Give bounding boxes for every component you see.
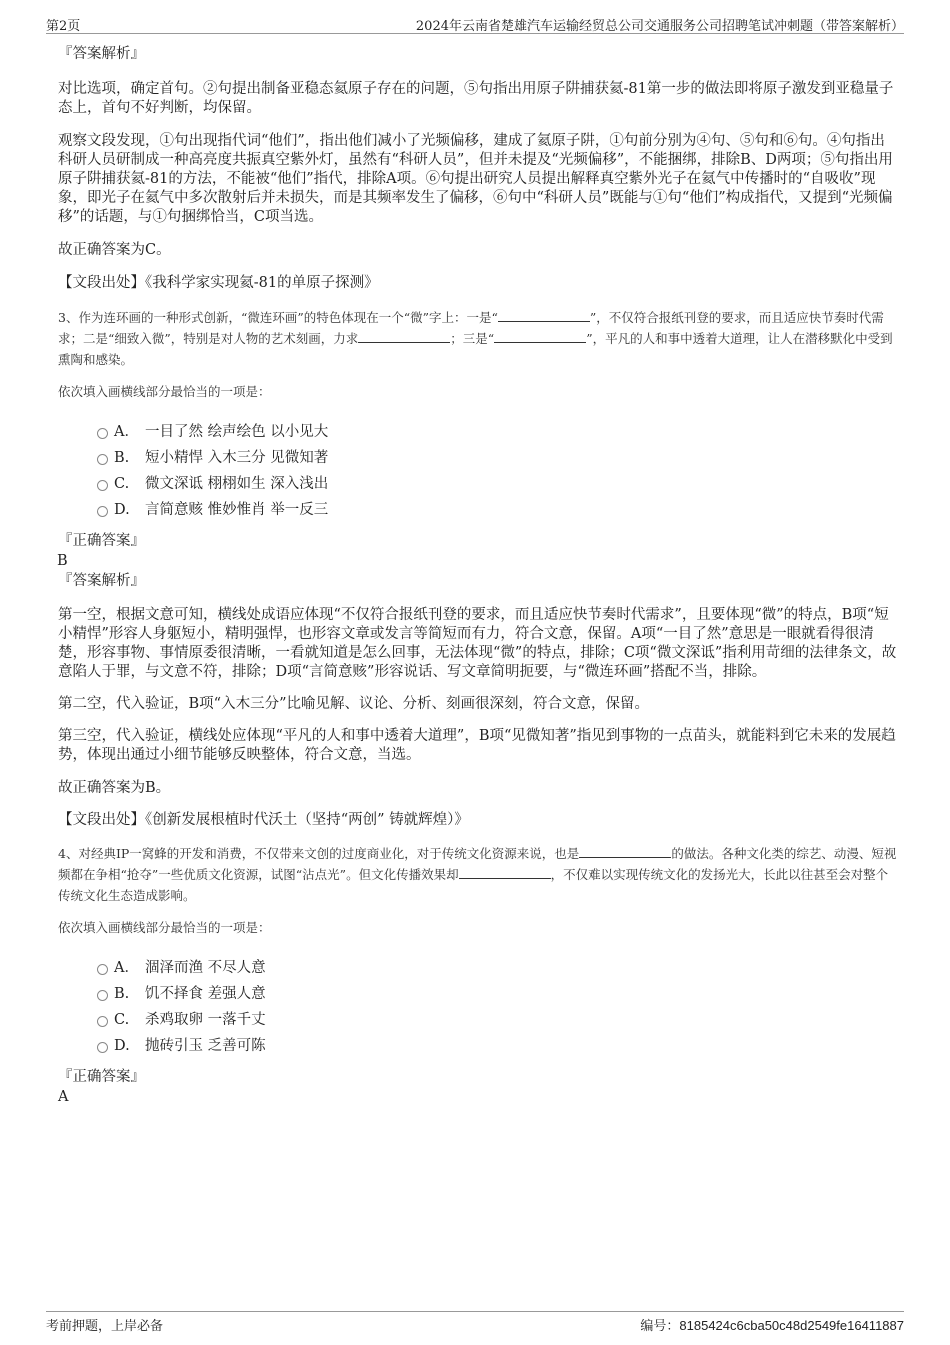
blank-line [459,866,551,879]
q2-source: 【文段出处】《我科学家实现氦-81的单原子探测》 [58,275,379,291]
option-letter: B. [114,986,130,1002]
blank-line [358,330,450,343]
q3-source: 【文段出处】《创新发展根植时代沃土（坚持“两创” 铸就辉煌）》 [58,812,469,828]
q3-stem-part: ”，不仅符合报纸刊登的要求，而且适应快节奏时代需求；二是“细致入微”，特别是对人物的艺术刻画，力求 [58,310,884,346]
option-letter: B. [114,450,130,466]
q4-stem [58,843,898,906]
page-number: 第2页 [46,19,81,34]
option-letter: D. [114,1038,130,1054]
footer-slogan: 考前押题，上岸必备 [46,1319,164,1334]
q4-option-d[interactable] [58,1033,898,1059]
page-header [46,13,904,34]
q3-option-a[interactable] [58,419,898,445]
option-text: 涸泽而渔 不尽人意 [145,960,266,976]
q3-analysis-label: 『答案解析』 [58,573,145,589]
option-text: 抛砖引玉 乏善可陈 [145,1038,266,1054]
q4-option-b[interactable] [58,981,898,1007]
q3-analysis-p2: 第二空，代入验证，B项“入木三分”比喻见解、议论、分析、刻画很深刻，符合文意，保留。 [58,696,649,712]
q4-stem-part: ，不仅难以实现传统文化的发扬光大，长此以往甚至会对整个传统文化生态造成影响。 [58,867,889,903]
q3-option-d[interactable] [58,497,898,523]
q4-option-a[interactable] [58,955,898,981]
q4-option-c[interactable] [58,1007,898,1033]
q4-correct-label: 『正确答案』 [58,1069,145,1085]
q3-stem-part: ”，平凡的人和事中透着大道理，让人在潜移默化中受到熏陶和感染。 [58,331,893,367]
document-id: 编号：8185424c6cba50c48d2549fe16411887 [640,1318,904,1333]
q3-options [58,419,898,523]
q2-analysis-label: 『答案解析』 [58,46,145,62]
q4-options [58,955,898,1059]
radio-button-icon[interactable] [97,1042,108,1053]
page-footer [46,1311,904,1336]
q3-correct-answer: B [57,553,68,569]
q3-analysis-p3: 第三空，代入验证，横线处应体现“平凡的人和事中透着大道理”，B项“见微知著”指见到事物的一点苗头，就能料到它未来的发展趋势，体现出通过小细节能够反映整体，符合文意，当选。 [58,728,896,763]
option-letter: D. [114,502,130,518]
document-title: 2024年云南省楚雄汽车运输经贸总公司交通服务公司招聘笔试冲刺题（带答案解析） [415,19,904,34]
blank-line [494,330,586,343]
option-letter: C. [114,476,130,492]
option-text: 一目了然 绘声绘色 以小见大 [145,424,329,440]
option-text: 杀鸡取卵 一落千丈 [145,1012,266,1028]
q4-stem-part: 4、对经典IP一窝蜂的开发和消费，不仅带来文创的过度商业化，对于传统文化资源来说，也是 [58,846,580,861]
option-text: 微文深诋 栩栩如生 深入浅出 [145,476,329,492]
q3-analysis-p4: 故正确答案为B。 [58,780,171,796]
radio-button-icon[interactable] [97,454,108,465]
radio-button-icon[interactable] [97,428,108,439]
option-text: 短小精悍 入木三分 见微知著 [145,450,329,466]
q2-analysis-p1: 对比选项，确定首句。②句提出制备亚稳态氦原子存在的问题，⑤句指出用原子阱捕获氦-81第一步的做法即将原子激发到亚稳量子态上，首句不好判断，均保留。 [58,81,894,116]
blank-line [579,845,671,858]
q2-analysis-p3: 故正确答案为C。 [58,242,171,258]
option-text: 饥不择食 差强人意 [145,986,266,1002]
radio-button-icon[interactable] [97,506,108,517]
option-letter: C. [114,1012,130,1028]
q3-stem [58,307,898,370]
q3-correct-label: 『正确答案』 [58,533,145,549]
q3-stem-part: 3、作为连环画的一种形式创新，“微连环画”的特色体现在一个“微”字上：一是“ [58,310,498,325]
q3-prompt: 依次填入画横线部分最恰当的一项是： [58,384,271,399]
radio-button-icon[interactable] [97,1016,108,1027]
radio-button-icon[interactable] [97,480,108,491]
q4-stem-part: 的做法。各种文化类的综艺、动漫、短视频都在争相“抢夺”一些优质文化资源，试图“沾点光”。但文化传播效果却 [58,846,897,882]
q3-stem-part: ；三是“ [450,331,495,346]
q3-option-b[interactable] [58,445,898,471]
radio-button-icon[interactable] [97,964,108,975]
q3-option-c[interactable] [58,471,898,497]
document-body [58,44,898,1107]
option-letter: A． [114,424,139,440]
option-text: 言简意赅 惟妙惟肖 举一反三 [145,502,329,518]
option-letter: A． [114,960,139,976]
q4-prompt: 依次填入画横线部分最恰当的一项是： [58,920,271,935]
blank-line [498,309,590,322]
radio-button-icon[interactable] [97,990,108,1001]
q2-analysis-p2: 观察文段发现，①句出现指代词“他们”，指出他们减小了光频偏移，建成了氦原子阱，①句前分别为④句、⑤句和⑥句。④句指出科研人员研制成一种高亮度共振真空紫外灯，虽然有“科研人员”，但并未提及“光频偏移”，不能捆绑，排除B、D两项；⑤句指出用原子阱捕获氦-81的方法，不能被“他们”指代，排除A项。⑥句提出研究人员提出解释真空紫外光子在氦气中传播时的“自吸收”现象，即光子在氦气中多次散射后并未损失，而是其频率发生了偏移，⑥句中“科研人员”既能与①句“他们”构成指代，又提到“光频偏移”的话题，与①句捆绑恰当，C项当选。 [58,133,893,225]
q3-analysis-p1: 第一空，根据文意可知，横线处成语应体现“不仅符合报纸刊登的要求，而且适应快节奏时代需求”，且要体现“微”的特点，B项“短小精悍”形容人身躯短小，精明强悍，也形容文章或发言等简短而有力，符合文意，保留。A项“一目了然”意思是一眼就看得很清楚，形容事物、事情原委很清晰，一看就知道是怎么回事，无法体现“微”的特点，排除；C项“微文深诋”指利用苛细的法律条文，故意陷人于罪，与文意不符，排除；D项“言简意赅”形容说话、写文章简明扼要，与“微连环画”搭配不当，排除。 [58,607,897,680]
q4-correct-answer: A [58,1089,69,1105]
